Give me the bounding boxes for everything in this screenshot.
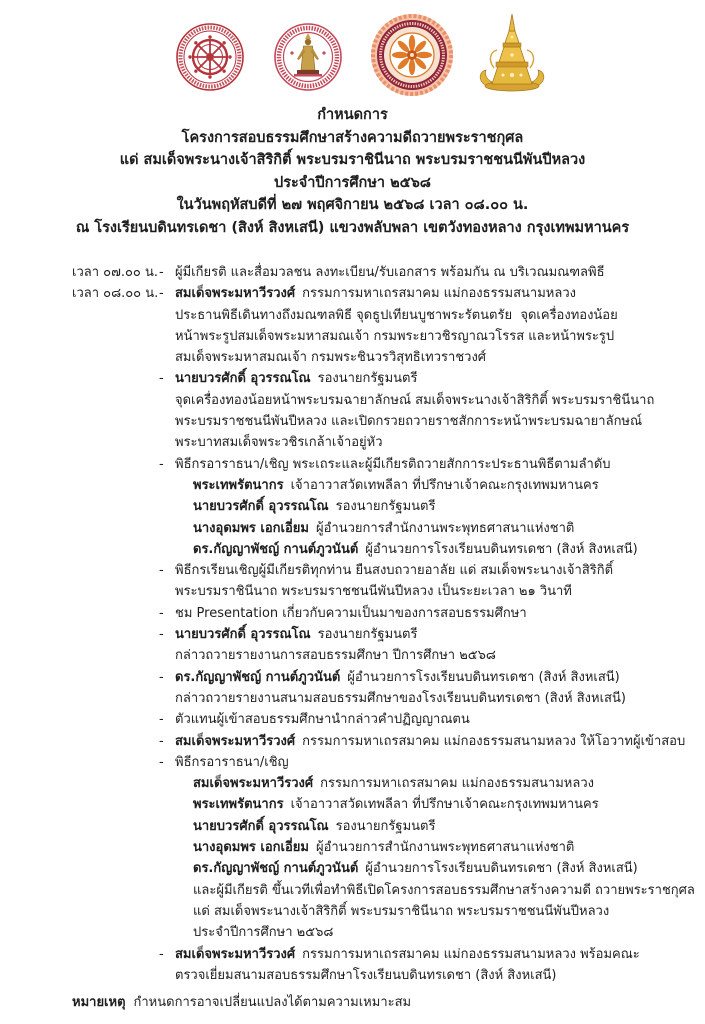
schedule-line <box>0 752 705 773</box>
schedule-line <box>0 880 705 901</box>
ornate-wheel-seal-icon <box>371 14 453 96</box>
schedule-line <box>0 709 705 730</box>
schedule-text: กรรมการมหาเถรสมาคม แม่กองธรรมสนามหลวง พร้อมคณะ <box>302 946 640 962</box>
bullet-dash: - <box>159 456 164 472</box>
schedule-line <box>0 922 705 943</box>
schedule-text: ตัวแทนผู้เข้าสอบธรรมศึกษานำกล่าวคำปฏิญญาณตน <box>175 712 470 728</box>
schedule-text: รองนายกรัฐมนตรี <box>335 499 436 515</box>
schedule-text: ผู้อำนวยการสำนักงานพระพุทธศาสนาแห่งชาติ <box>316 840 575 856</box>
title-line: กำหนดการ <box>317 107 388 123</box>
dharma-wheel-seal-icon <box>177 24 243 90</box>
schedule-line <box>0 262 705 283</box>
note-label: หมายเหตุ <box>72 995 126 1010</box>
time-label: เวลา ๐๗.๐๐ น. <box>72 265 159 280</box>
speaker-name: นายบวรศักดิ์ อุวรรณโณ <box>175 371 311 387</box>
speaker-name: สมเด็จพระมหาวีรวงศ์ <box>175 946 296 962</box>
schedule-text: ผู้อำนวยการโรงเรียนบดินทรเดชา (สิงห์ สิงหเสนี) <box>365 861 638 877</box>
bullet-dash: - <box>159 712 164 728</box>
schedule-line <box>0 475 705 496</box>
bullet-dash: - <box>159 286 164 302</box>
schedule-text: พระบรมราชินีนาถ พระบรมราชชนนีพันปีหลวง เป็นระยะเวลา ๒๑ วินาที <box>175 584 572 600</box>
title-line: ประจำปีการศึกษา ๒๕๖๘ <box>274 174 431 191</box>
schedule-text: ผู้อำนวยการโรงเรียนบดินทรเดชา (สิงห์ สิงหเสนี) <box>365 541 638 557</box>
schedule-text: เจ้าอาวาสวัดเทพลีลา ที่ปรึกษาเจ้าคณะกรุงเทพมหานคร <box>290 477 599 493</box>
speaker-name: นายบวรศักดิ์ อุวรรณโณ <box>193 499 329 515</box>
schedule-text: กรรมการมหาเถรสมาคม แม่กองธรรมสนามหลวง <box>320 776 594 792</box>
footnote <box>72 992 411 1013</box>
schedule-line <box>0 858 705 879</box>
schedule-text: พระบาทสมเด็จพระวชิรเกล้าเจ้าอยู่หัว <box>175 435 383 451</box>
schedule-line <box>0 305 705 326</box>
schedule-text: พิธีกรอาราธนา/เชิญ พระเถระและผู้มีเกียรติถวายสักการะประธานพิธีตามลำดับ <box>175 456 611 472</box>
schedule-line <box>0 368 705 389</box>
speaker-name: พระเทพรัตนากร <box>193 477 284 493</box>
title-line: โครงการสอบธรรมศึกษาสร้างความดีถวายพระราชกุศล <box>181 129 524 146</box>
schedule-line <box>0 944 705 965</box>
schedule-line <box>0 794 705 815</box>
schedule-line <box>0 411 705 432</box>
schedule-line <box>0 560 705 581</box>
schedule-line <box>0 518 705 539</box>
speaker-name: สมเด็จพระมหาวีรวงศ์ <box>175 286 296 302</box>
schedule-line <box>0 901 705 922</box>
title-line: แด่ สมเด็จพระนางเจ้าสิริกิติ์ พระบรมราชินีนาถ พระบรมราชชนนีพันปีหลวง <box>119 152 586 169</box>
schedule-line <box>0 816 705 837</box>
speaker-name: สมเด็จพระมหาวีรวงศ์ <box>193 776 314 792</box>
logo-row <box>0 0 705 100</box>
schedule-text: รองนายกรัฐมนตรี <box>335 818 436 834</box>
bullet-dash: - <box>159 754 164 770</box>
schedule-text: สมเด็จพระมหาสมณเจ้า กรมพระชินวรวิสุทธิเทวราชวงศ์ <box>175 350 487 366</box>
bullet-dash: - <box>159 946 164 962</box>
schedule-text: พระบรมราชชนนีพันปีหลวง และเปิดกรวยถวายราชสักการะหน้าพระบรมฉายาลักษณ์ <box>175 414 643 430</box>
bullet-dash: - <box>159 627 164 643</box>
speaker-name: นางอุดมพร เอกเอี่ยม <box>193 520 309 536</box>
schedule-text: ประธานพิธีเดินทางถึงมณฑลพิธี จุดธูปเทียนบูชาพระรัตนตรัย จุดเครื่องทองน้อย <box>175 307 618 323</box>
bullet-dash: - <box>159 733 164 749</box>
schedule-line <box>0 965 705 986</box>
bullet-dash: - <box>159 605 164 621</box>
schedule-line <box>0 837 705 858</box>
schedule-line <box>0 283 705 304</box>
schedule-line <box>0 603 705 624</box>
schedule-line <box>0 347 705 368</box>
speaker-name: นายบวรศักดิ์ อุวรรณโณ <box>193 818 329 834</box>
bullet-dash: - <box>159 371 164 387</box>
schedule-text: หน้าพระรูปสมเด็จพระมหาสมณเจ้า กรมพระยาวชิรญาณวโรรส และหน้าพระรูป <box>175 328 615 344</box>
bullet-dash: - <box>159 265 164 280</box>
bullet-dash: - <box>159 669 164 685</box>
golden-crown-emblem-icon <box>480 14 544 91</box>
schedule-line <box>0 731 705 752</box>
schedule-text: แด่ สมเด็จพระนางเจ้าสิริกิติ์ พระบรมราชินีนาถ พระบรมราชชนนีพันปีหลวง <box>193 903 610 919</box>
speaker-name: นางอุดมพร เอกเอี่ยม <box>193 840 309 856</box>
schedule-text: จุดเครื่องทองน้อยหน้าพระบรมฉายาลักษณ์ สมเด็จพระนางเจ้าสิริกิติ์ พระบรมราชินีนาถ <box>175 392 655 408</box>
schedule-text: กล่าวถวายรายงานการสอบธรรมศึกษา ปีการศึกษา ๒๕๖๘ <box>175 648 496 664</box>
bullet-dash: - <box>159 563 164 579</box>
schedule-line <box>0 645 705 666</box>
schedule-text: ประจำปีการศึกษา ๒๕๖๘ <box>193 925 334 941</box>
schedule-line <box>0 432 705 453</box>
document-title <box>0 104 705 240</box>
schedule-text: กรรมการมหาเถรสมาคม แม่กองธรรมสนามหลวง <box>302 286 576 302</box>
school-seal-icon <box>275 24 341 90</box>
schedule-text: กรรมการมหาเถรสมาคม แม่กองธรรมสนามหลวง ให้โอวาทผู้เข้าสอบ <box>302 733 686 749</box>
schedule-text: พิธีกรอาราธนา/เชิญ <box>175 754 289 770</box>
schedule-text: ชม Presentation เกี่ยวกับความเป็นมาของการสอบธรรมศึกษา <box>175 605 527 621</box>
speaker-name: นายบวรศักดิ์ อุวรรณโณ <box>175 627 311 643</box>
schedule-text: พิธีกรเรียนเชิญผู้มีเกียรติทุกท่าน ยืนสงบถวายอาลัย แด่ สมเด็จพระนางเจ้าสิริกิติ์ <box>175 563 614 579</box>
schedule-text: ตรวจเยี่ยมสนามสอบธรรมศึกษาโรงเรียนบดินทรเดชา (สิงห์ สิงหเสนี) <box>175 967 557 983</box>
schedule-text: ผู้มีเกียรติ และสื่อมวลชน ลงทะเบียน/รับเอกสาร พร้อมกัน ณ บริเวณมณฑลพิธี <box>175 265 605 280</box>
schedule-text: รองนายกรัฐมนตรี <box>317 627 418 643</box>
schedule-text: กล่าวถวายรายงานสนามสอบธรรมศึกษาของโรงเรียนบดินทรเดชา (สิงห์ สิงหเสนี) <box>175 690 626 706</box>
schedule-line <box>0 688 705 709</box>
speaker-name: ดร.กัญญาพัชญ์ กานต์ภูวนันต์ <box>193 541 359 557</box>
schedule-line <box>0 624 705 645</box>
schedule-line <box>0 496 705 517</box>
schedule-line <box>0 390 705 411</box>
schedule-line <box>0 773 705 794</box>
schedule-line <box>0 454 705 475</box>
schedule-text: และผู้มีเกียรติ ขึ้นเวทีเพื่อทำพิธีเปิดโครงการสอบธรรมศึกษาสร้างความดี ถวายพระราชกุศล <box>193 882 695 898</box>
speaker-name: ดร.กัญญาพัชญ์ กานต์ภูวนันต์ <box>175 669 341 685</box>
schedule-line <box>0 581 705 602</box>
speaker-name: พระเทพรัตนากร <box>193 797 284 813</box>
title-line: ในวันพฤหัสบดีที่ ๒๗ พฤศจิกายน ๒๕๖๘ เวลา ๐๘.๐๐ น. <box>176 197 529 214</box>
schedule-line <box>0 326 705 347</box>
schedule-line <box>0 667 705 688</box>
schedule-text: ผู้อำนวยการโรงเรียนบดินทรเดชา (สิงห์ สิงหเสนี) <box>347 669 620 685</box>
speaker-name: สมเด็จพระมหาวีรวงศ์ <box>175 733 296 749</box>
schedule-text: รองนายกรัฐมนตรี <box>317 371 418 387</box>
schedule-line <box>0 539 705 560</box>
schedule-text: เจ้าอาวาสวัดเทพลีลา ที่ปรึกษาเจ้าคณะกรุงเทพมหานคร <box>290 797 599 813</box>
title-line: ณ โรงเรียนบดินทรเดชา (สิงห์ สิงหเสนี) แขวงพลับพลา เขตวังทองหลาง กรุงเทพมหานคร <box>75 219 630 236</box>
schedule-text: ผู้อำนวยการสำนักงานพระพุทธศาสนาแห่งชาติ <box>316 520 575 536</box>
speaker-name: ดร.กัญญาพัชญ์ กานต์ภูวนันต์ <box>193 861 359 877</box>
note-text: กำหนดการอาจเปลี่ยนแปลงได้ตามความเหมาะสม <box>133 995 412 1010</box>
time-label: เวลา ๐๘.๐๐ น. <box>72 286 159 302</box>
schedule-list <box>0 262 705 986</box>
